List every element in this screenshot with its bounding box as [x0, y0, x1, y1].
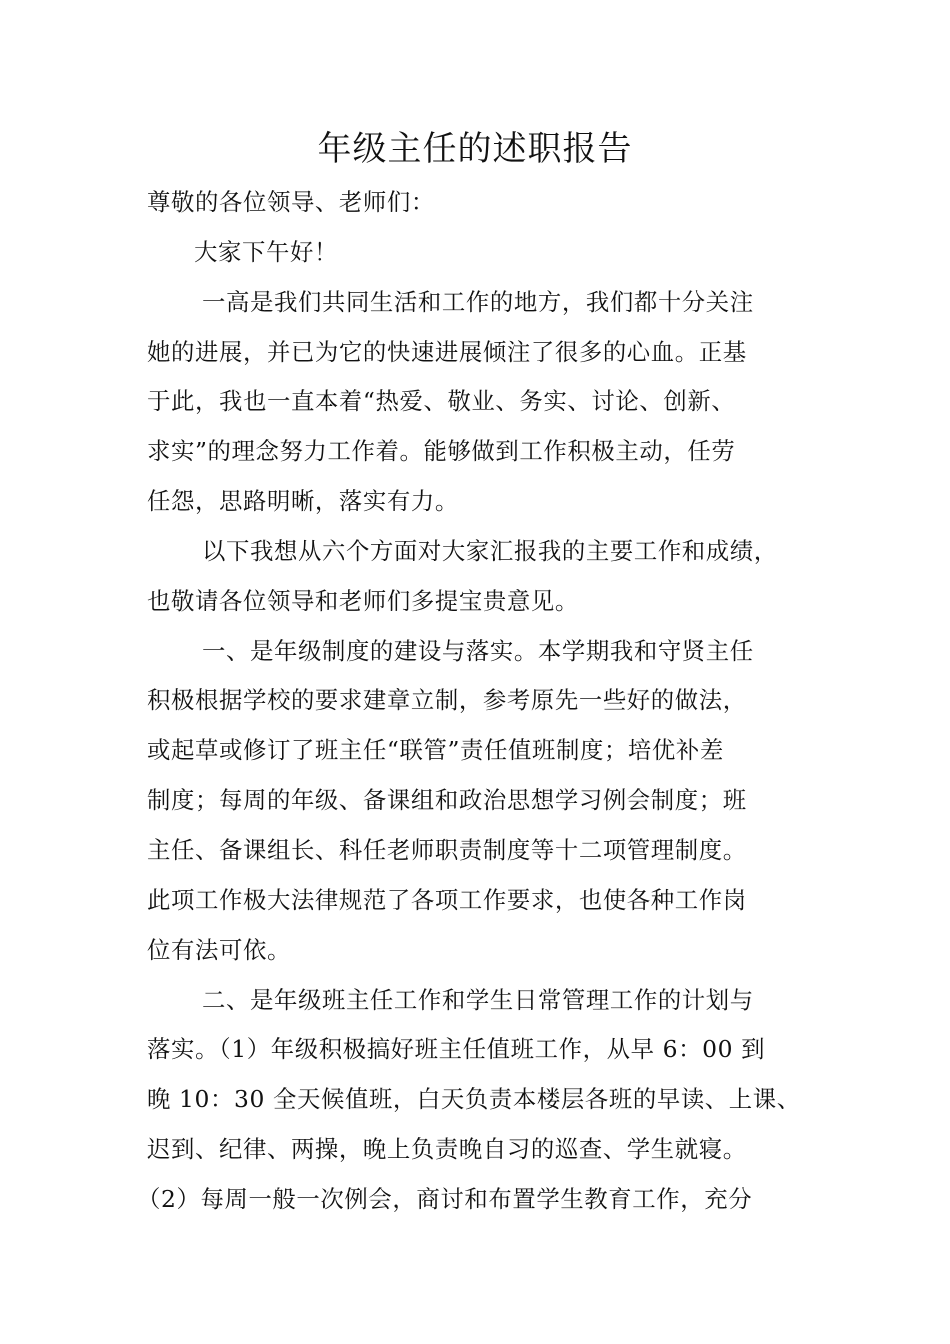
- paragraph-line: 落实。（1）年级积极搞好班主任值班工作，从早 6：00 到: [147, 1035, 766, 1064]
- paragraph-line: 她的进展，并已为它的快速进展倾注了很多的心血。正基: [147, 337, 747, 366]
- paragraph-line: 主任、备课组长、科任老师职责制度等十二项管理制度。: [147, 835, 747, 864]
- paragraph-line: 积极根据学校的要求建章立制，参考原先一些好的做法，: [147, 686, 747, 715]
- paragraph-line: 位有法可依。: [147, 935, 291, 964]
- greeting-line: 大家下午好！: [194, 237, 338, 266]
- paragraph-line: 此项工作极大法律规范了各项工作要求，也使各种工作岗: [147, 885, 747, 914]
- document-body: [137, 178, 823, 1225]
- paragraph-line: 于此，我也一直本着“热爱、敬业、务实、讨论、创新、: [147, 387, 736, 416]
- paragraph-line: 一高是我们共同生活和工作的地方，我们都十分关注: [202, 287, 754, 316]
- salutation-line: 尊敬的各位领导、老师们：: [147, 188, 435, 216]
- paragraph-line: 一、是年级制度的建设与落实。本学期我和守贤主任: [202, 636, 754, 665]
- paragraph-line: 求实”的理念努力工作着。能够做到工作积极主动，任劳: [147, 437, 736, 466]
- paragraph-line: 以下我想从六个方面对大家汇报我的主要工作和成绩，: [202, 536, 778, 565]
- paragraph-line: （2）每周一般一次例会，商讨和布置学生教育工作，充分: [137, 1184, 753, 1213]
- paragraph-line: 任怨，思路明晰，落实有力。: [147, 487, 459, 516]
- document-title: 年级主任的述职报告: [317, 129, 633, 169]
- paragraph-line: 迟到、纪律、两操，晚上负责晚自习的巡查、学生就寝。: [147, 1135, 747, 1164]
- paragraph-line: 也敬请各位领导和老师们多提宝贵意见。: [147, 586, 579, 615]
- paragraph-line: 晚 10：30 全天候值班，白天负责本楼层各班的早读、上课、: [147, 1085, 801, 1114]
- paragraph-line: 或起草或修订了班主任“联管”责任值班制度；培优补差: [147, 736, 724, 765]
- paragraph-line: 二、是年级班主任工作和学生日常管理工作的计划与: [202, 985, 754, 1014]
- paragraph-line: 制度；每周的年级、备课组和政治思想学习例会制度；班: [147, 786, 747, 815]
